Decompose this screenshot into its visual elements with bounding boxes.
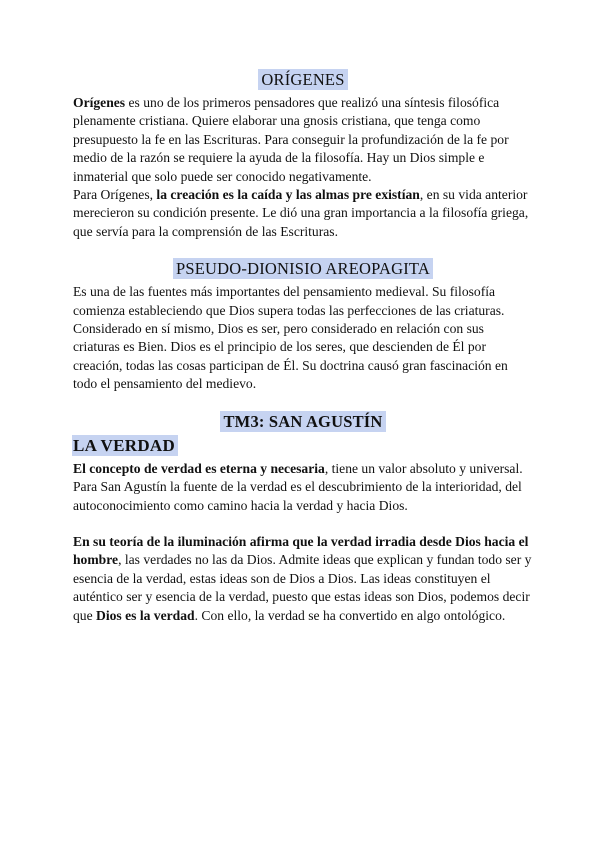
subheading-la-verdad <box>72 436 533 456</box>
paragraph-verdad-2 <box>73 533 533 625</box>
paragraph-text: es uno de los primeros pensadores que realizó una síntesis filosófica plenamente cristiana. Quiere elaborar una gnosis cristiana, que tenga como presupuesto la fe en las Escrituras. Para conseguir la profundización de la fe por medio de la razón se requiere la ayuda de la filosofía. Hay un Dios simple e inmaterial que solo puede ser conocido negativamente. <box>73 95 509 184</box>
subheading-la-verdad-text: LA VERDAD <box>72 435 178 456</box>
paragraph-verdad-1 <box>73 460 533 515</box>
heading-origenes <box>73 70 533 90</box>
paragraph-text: Para Orígenes, <box>73 187 157 203</box>
bold-phrase: El concepto de verdad es eterna y necesaria <box>73 460 325 476</box>
paragraph-text: , en su vida anterior merecieron su condición presente. Le dió una gran importancia a la filosofía griega, que servía para la comprensión de las Escrituras. <box>73 187 529 239</box>
bold-phrase: la creación es la caída y las almas pre existían <box>156 187 420 203</box>
paragraph-origenes-2 <box>73 186 533 241</box>
heading-pseudo-dionisio-text: PSEUDO-DIONISIO AREOPAGITA <box>173 258 433 279</box>
paragraph-origenes-1 <box>73 94 533 186</box>
bold-phrase: En su teoría de la iluminación afirma que la verdad irradia desde Dios hacia el hombre <box>73 533 529 568</box>
heading-origenes-text: ORÍGENES <box>258 69 347 90</box>
document-body <box>73 70 533 625</box>
heading-pseudo-dionisio <box>73 259 533 279</box>
paragraph-text: , tiene un valor absoluto y universal. Para San Agustín la fuente de la verdad es el descubrimiento de la interioridad, del autoconocimiento como camino hacia la verdad y hacia Dios. <box>73 460 523 513</box>
paragraph-pseudo-dionisio: Es una de las fuentes más importantes del pensamiento medieval. Su filosofía comienza estableciendo que Dios supera todas las perfecciones de las criaturas. Considerado en sí mismo, Dios es ser, pero considerado en relación con sus criaturas es Bien. Dios es el principio de los seres, que descienden de Él por creación, todas las cosas participan de Él. Su doctrina causó gran fascinación en todo el pensamiento del medievo. <box>73 284 508 392</box>
bold-lead: Orígenes <box>73 95 126 110</box>
heading-san-agustin-text: TM3: SAN AGUSTÍN <box>220 411 385 432</box>
bold-phrase: Dios es la verdad <box>96 607 195 623</box>
heading-san-agustin <box>73 412 533 432</box>
paragraph-text: , las verdades no las da Dios. Admite ideas que explican y fundan todo ser y esencia de la verdad, estas ideas son de Dios a Dios. Las ideas constituyen el auténtico ser y esencia de la verdad, puesto que estas ideas son Dios, podemos decir que <box>73 552 532 623</box>
paragraph-text: . Con ello, la verdad se ha convertido en algo ontológico. <box>194 607 506 623</box>
